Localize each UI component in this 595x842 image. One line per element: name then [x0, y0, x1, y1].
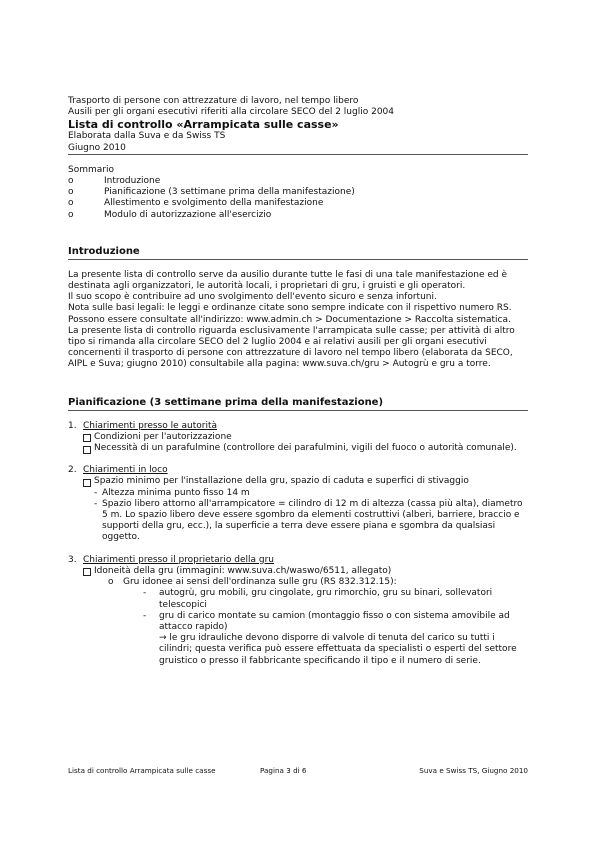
- step-title: Chiarimenti in loco: [83, 465, 168, 476]
- intro-heading: Introduzione: [68, 245, 528, 260]
- circle-bullet-icon: o: [108, 577, 114, 588]
- planning-step-2: [68, 465, 528, 543]
- bullet-icon: o: [68, 187, 74, 198]
- checklist-item: [83, 443, 528, 454]
- document-title: Lista di controllo «Arrampicata sulle casse»: [68, 118, 339, 132]
- arrow-note: [83, 633, 528, 667]
- summary-item-label: Pianificazione (3 settimane prima della manifestazione): [104, 187, 355, 198]
- bullet-icon: o: [68, 209, 74, 220]
- intro-paragraph: Il suo scopo è contribuire ad uno svolgimento dell'evento sicuro e senza infortuni.: [68, 292, 437, 303]
- checkbox-icon: [83, 479, 91, 487]
- header-line-1: Trasporto di persone con attrezzature di lavoro, nel tempo libero: [68, 96, 359, 106]
- arrow-right-icon: →: [159, 633, 170, 644]
- checklist-label: Idoneità della gru (immagini: www.suva.ch/waswo/6511, allegato): [94, 565, 392, 576]
- summary-heading: Sommario: [68, 164, 114, 175]
- summary-item: [68, 187, 528, 198]
- dash-icon: -: [94, 498, 98, 509]
- document-page: [68, 96, 528, 667]
- dash-icon: -: [143, 588, 147, 599]
- step-number: 2.: [68, 465, 77, 476]
- intro-paragraph: La presente lista di controllo serve da ausilio durante tutte le fasi di una tale manifestazione ed è destinata agli organizzatori, le autorità locali, i proprietari di gru, i gruisti e gli operatori.: [68, 269, 508, 292]
- header-line-4: Giugno 2010: [68, 143, 528, 155]
- dash-label: autogrù, gru mobili, gru cingolate, gru rimorchio, gru su binari, sollevatori telescopici: [159, 588, 493, 610]
- checkbox-icon: [83, 434, 91, 442]
- dash-label: Spazio libero attorno all'arrampicatore = cilindro di 12 m di altezza (cassa più alta), diametro 5 m. Lo spazio libero deve essere sgombro da elementi costruttivi (alberi, barriere, braccio e supporti della gru, ecc.), la superficie a terra deve essere piana e sgombra da qualsiasi oggetto.: [102, 498, 523, 543]
- dash-item: [83, 611, 528, 633]
- dash-item: [94, 499, 528, 544]
- footer-right: Suva e Swiss TS, Giugno 2010: [419, 766, 528, 775]
- planning-step-1: [68, 421, 528, 455]
- sub-list: [83, 488, 528, 544]
- summary-item: [68, 198, 528, 209]
- footer-page-number: Pagina 3 di 6: [260, 766, 307, 775]
- checklist-label: Necessità di un parafulmine (controllore dei parafulmini, vigili del fuoco o autorità comunale).: [94, 443, 517, 454]
- footer-left: Lista di controllo Arrampicata sulle casse: [68, 766, 216, 775]
- planning-heading: Pianificazione (3 settimane prima della manifestazione): [68, 396, 528, 411]
- step-number: 1.: [68, 420, 77, 431]
- bullet-icon: o: [68, 198, 74, 209]
- dash-label: gru di carico montate su camion (montaggio fisso o con sistema amovibile ad attacco rapido): [159, 610, 510, 632]
- dash-icon: -: [94, 487, 98, 498]
- summary: [68, 165, 528, 221]
- sub-item-label: Gru idonee ai sensi dell'ordinanza sulle gru (RS 832.312.15):: [123, 577, 397, 588]
- step-number: 3.: [68, 554, 77, 565]
- checklist-label: Condizioni per l'autorizzazione: [94, 431, 232, 442]
- header-line-2: Ausili per gli organi esecutivi riferiti alla circolare SECO del 2 luglio 2004: [68, 107, 394, 118]
- checklist-label: Spazio minimo per l'installazione della gru, spazio di caduta e superfici di stivaggio: [94, 476, 469, 487]
- summary-item: [68, 176, 528, 187]
- arrow-note-text: le gru idrauliche devono disporre di valvole di tenuta del carico su tutti i cilindri; questa verifica può essere effettuata da specialisti o esperti del settore gruistico o presso il fabbricante specificando il tipo e il numero di serie.: [159, 633, 517, 666]
- checklist-item: [83, 432, 528, 443]
- bullet-icon: o: [68, 176, 74, 187]
- step-title: Chiarimenti presso il proprietario della gru: [83, 554, 274, 565]
- header-line-3: Elaborata dalla Suva e da Swiss TS: [68, 131, 226, 142]
- checklist-item: [83, 476, 528, 487]
- dash-icon: -: [143, 610, 147, 621]
- summary-item-label: Allestimento e svolgimento della manifestazione: [104, 198, 324, 209]
- summary-item-label: Modulo di autorizzazione all'esercizio: [104, 209, 272, 220]
- checkbox-icon: [83, 568, 91, 576]
- checkbox-icon: [83, 446, 91, 454]
- planning-step-3: [68, 555, 528, 667]
- intro-paragraph: Nota sulle basi legali: le leggi e ordinanze citate sono sempre indicate con il rispettivo numero RS. Possono essere consultate all'indirizzo: www.admin.ch > Documentazione > Raccolta sistematica.: [68, 303, 512, 325]
- summary-item-label: Introduzione: [104, 176, 161, 187]
- step-title: Chiarimenti presso le autorità: [83, 420, 217, 431]
- dash-item: [94, 488, 528, 499]
- dash-item: [83, 588, 528, 610]
- intro-paragraph: La presente lista di controllo riguarda esclusivamente l'arrampicata sulle casse; per attività di altro tipo si rimanda alla circolare SECO del 2 luglio 2004 e ai relativi ausili per gli organi esecutivi concernenti il trasporto di persone con attrezzature di lavoro nel tempo libero (elaborata da SECO, AIPL e Suva; giugno 2010) consultabile alla pagina: www.suva.ch/gru > Autogrù e gru a torre.: [68, 325, 515, 370]
- sub-item: [83, 577, 528, 588]
- dash-label: Altezza minima punto fisso 14 m: [102, 487, 250, 498]
- checklist-item: [83, 566, 528, 577]
- summary-item: [68, 210, 528, 221]
